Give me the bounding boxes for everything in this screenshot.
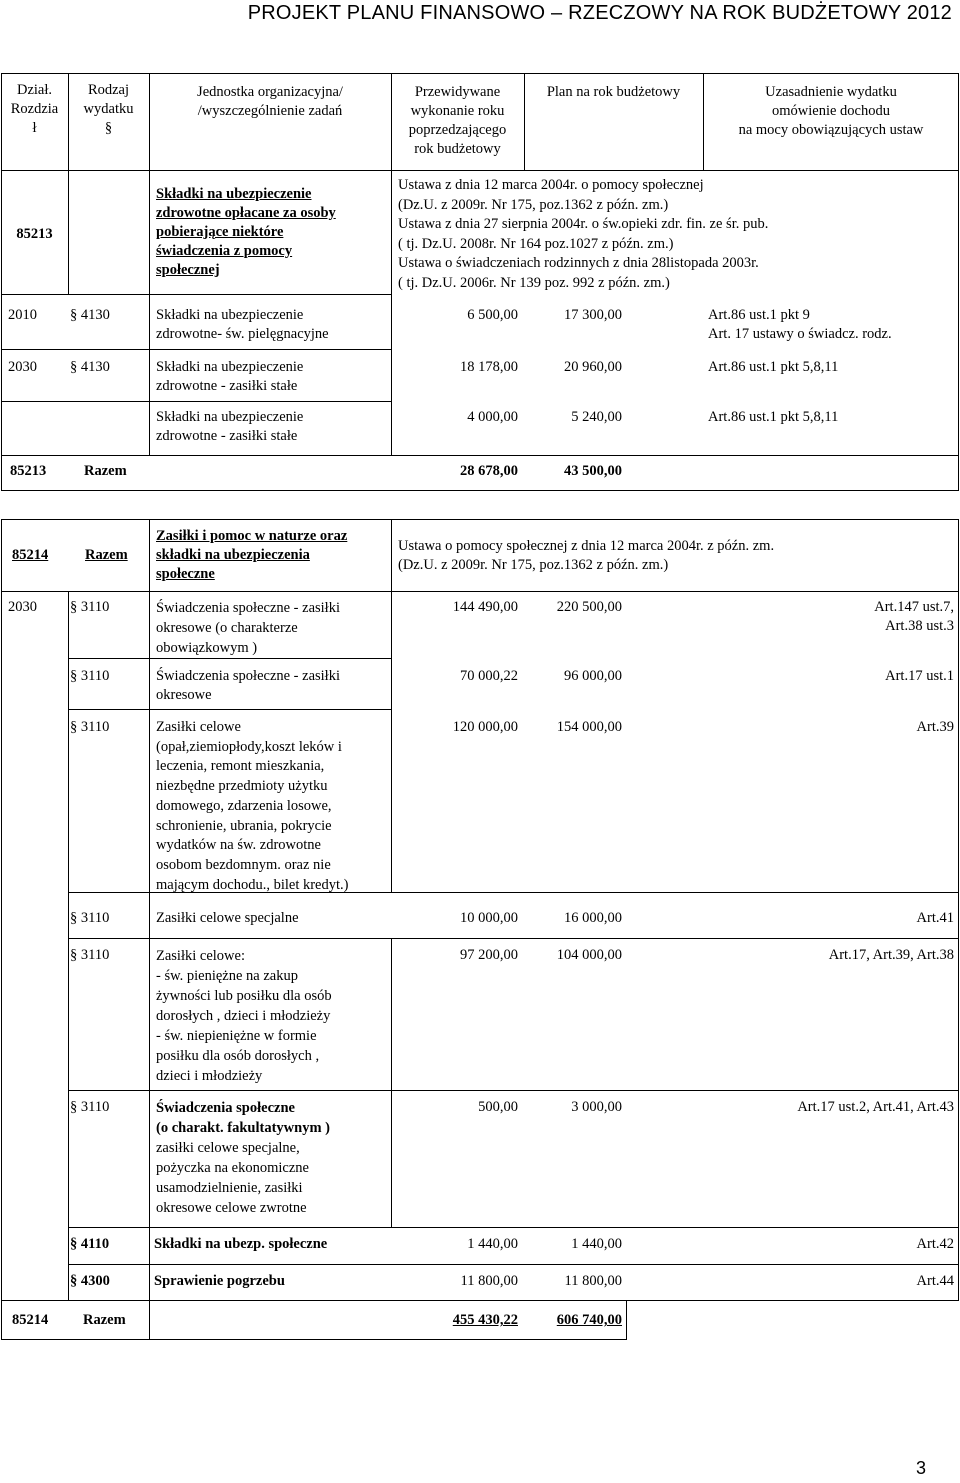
section-title: Składki na ubezpieczenie zdrowotne opłacane za osoby pobierające niektóre świadczenia z pomocy społecznej bbox=[156, 186, 336, 278]
section-laws: Ustawa z dnia 12 marca 2004r. o pomocy społecznej (Dz.U. z 2009r. Nr 175, poz.1362 z późn. zm.) Ustawa z dnia 27 sierpnia 2004r. o św.opieki zdr. fin. ze śr. pub. ( tj. Dz.U. 2008r. Nr 164 poz.1027 z późn. zm.) Ustawa o świadczeniach rodzinnych z dnia 28listopada 2003r. ( tj. Dz.U. 2006r. Nr 139 poz. 992 z późn. zm.) bbox=[398, 177, 769, 291]
section-title: Zasiłki i pomoc w naturze oraz składki na ubezpieczenia społeczne bbox=[156, 528, 348, 582]
col-jednostka: Jednostka organizacyjna/ /wyszczególnienie zadań bbox=[197, 84, 343, 119]
col-dzial: Dział. Rozdzia ł bbox=[10, 82, 59, 136]
section-code: 85214 bbox=[12, 547, 49, 563]
col-uzasadnienie: Uzasadnienie wydatku omówienie dochodu na mocy obowiązujących ustaw bbox=[738, 84, 924, 138]
page-header: PROJEKT PLANU FINANSOWO – RZECZOWY NA ROK BUDŻETOWY 2012 bbox=[247, 2, 952, 24]
section-laws: Ustawa o pomocy społecznej z dnia 12 marca 2004r. z późn. zm. (Dz.U. z 2009r. Nr 175, poz.1362 z późn. zm.) bbox=[398, 538, 775, 573]
section-label: Razem bbox=[85, 547, 128, 563]
section-code: 85213 bbox=[16, 226, 53, 242]
col-rodzaj: Rodzaj wydatku § bbox=[83, 82, 134, 136]
col-przewidywane: Przewidywane wykonanie roku poprzedzającego rok budżetowy bbox=[408, 84, 507, 157]
page-number: 3 bbox=[915, 1458, 926, 1478]
col-plan: Plan na rok budżetowy bbox=[546, 84, 681, 100]
